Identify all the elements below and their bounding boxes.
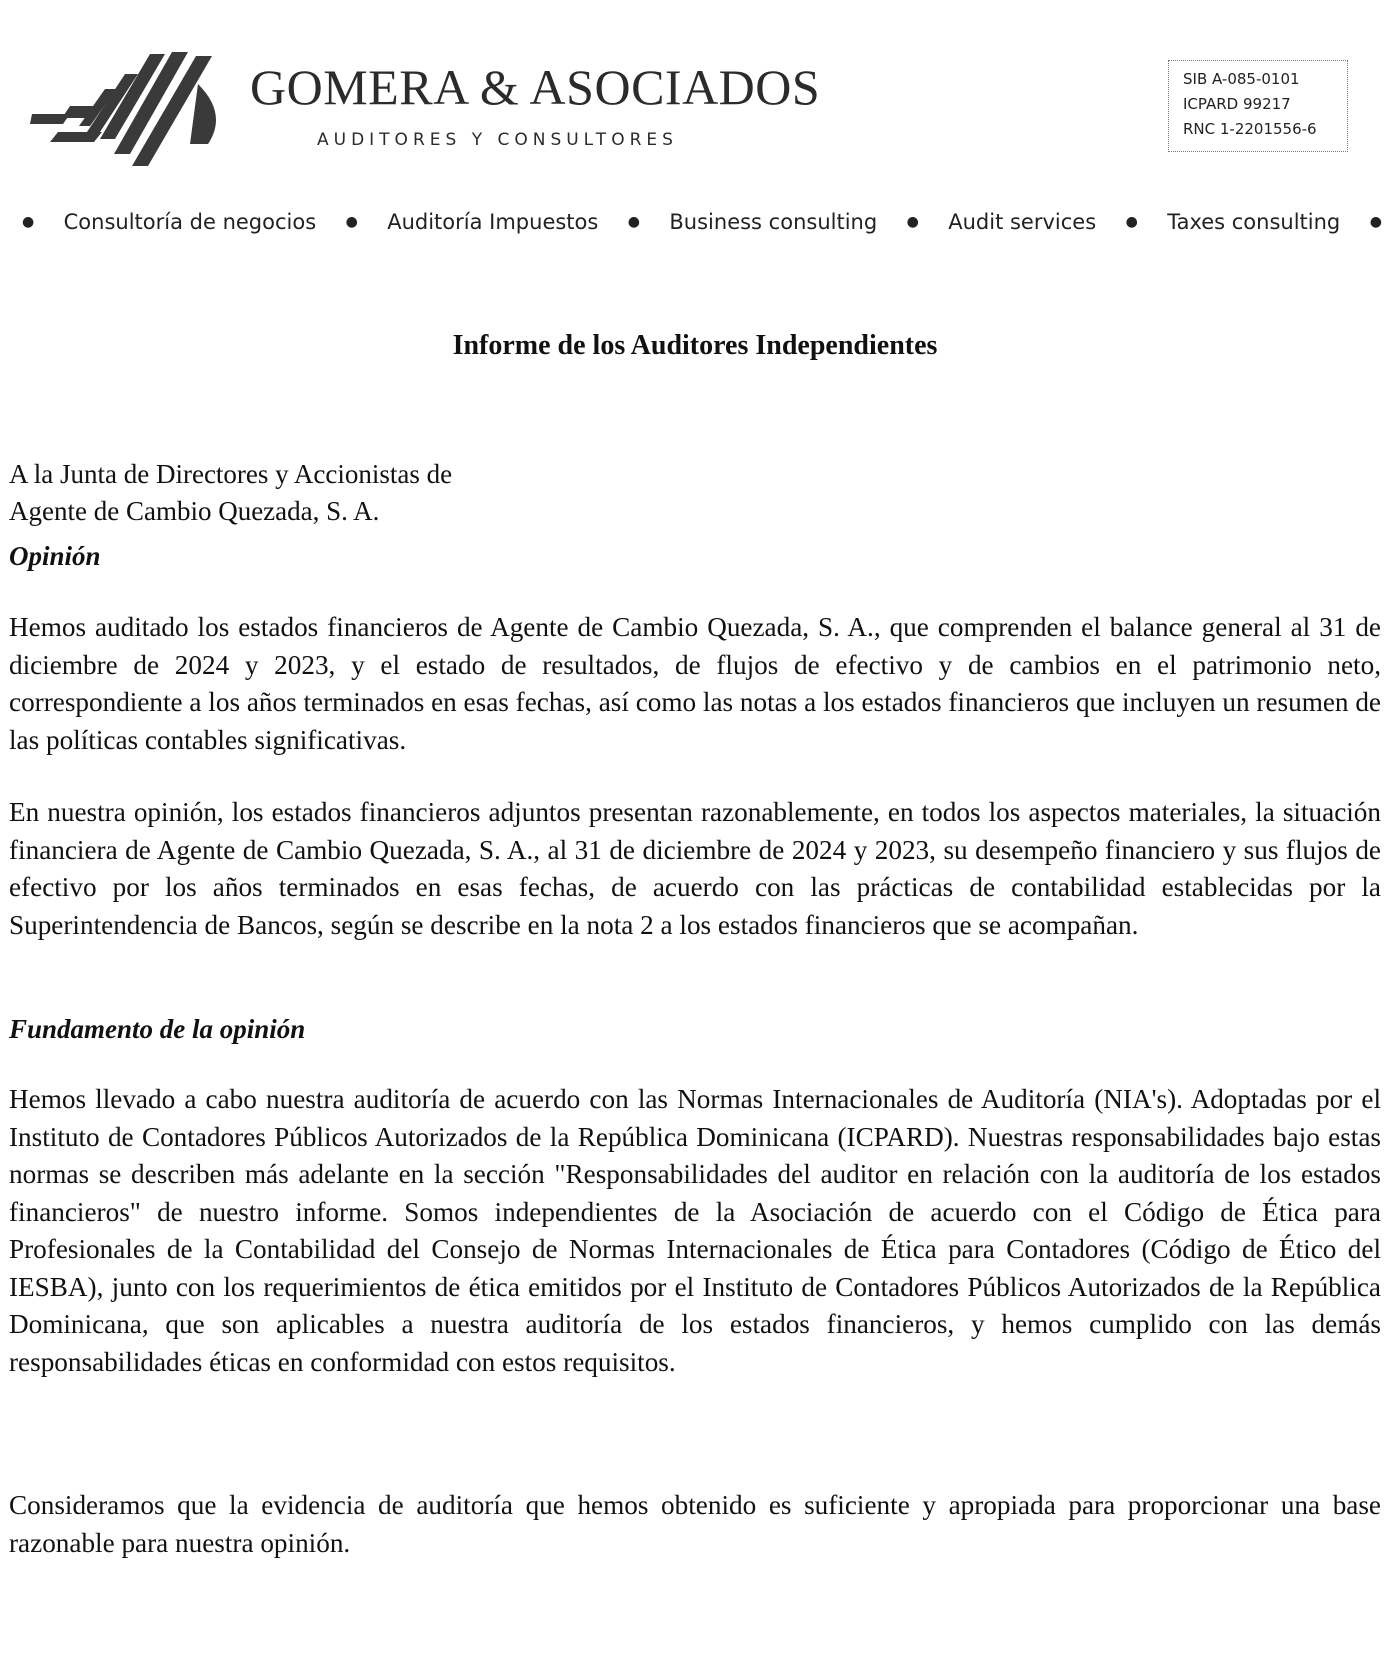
service-item: Business consulting <box>669 210 878 234</box>
bullet-icon: ● <box>1125 214 1138 230</box>
logo-arc <box>190 84 216 144</box>
basis-paragraph-1: Hemos llevado a cabo nuestra auditoría de acuerdo con las Normas Internacionales de Auditoría (NIA's). Adoptadas por el Instituto de Contadores Públicos Autorizados de la República Dominicana (ICPARD). Nuestras responsabilidades bajo estas normas se describen más adelante en la sección "Responsabilidades del auditor en relación con la auditoría de los estados financieros" de nuestro informe. Somos independientes de la Asociación de acuerdo con el Código de Ética para Profesionales de la Contabilidad del Consejo de Normas Internacionales de Ética para Contadores (Código de Ético del IESBA), junto con los requerimientos de ética emitidos por el Instituto de Contadores Públicos Autorizados de la República Dominicana, que son aplicables a nuestra auditoría de los estados financieros, y hemos cumplido con las demás responsabilidades éticas en conformidad con estos requisitos. <box>9 1084 1381 1377</box>
bullet-icon: ● <box>1369 214 1382 230</box>
addressee-line: Agente de Cambio Quezada, S. A. <box>9 496 380 526</box>
services-bar <box>22 210 1382 234</box>
bullet-icon: ● <box>22 214 35 230</box>
bullet-icon: ● <box>345 214 358 230</box>
basis-heading: Fundamento de la opinión <box>9 1014 306 1044</box>
opinion-paragraph-2: En nuestra opinión, los estados financieros adjuntos presentan razonablemente, en todos los aspectos materiales, la situación financiera de Agente de Cambio Quezada, S. A., al 31 de diciembre de 2024 y 2023, su desempeño financiero y sus flujos de efectivo por los años terminados en esas fechas, de acuerdo con las prácticas de contabilidad establecidas por la Superintendencia de Bancos, según se describe en la nota 2 a los estados financieros que se acompañan. <box>9 797 1381 940</box>
logo-stripe <box>30 114 70 124</box>
letterhead <box>0 0 1390 190</box>
logo-stripe <box>50 132 102 142</box>
report-title: Informe de los Auditores Independientes <box>452 330 938 361</box>
service-item: Taxes consulting <box>1167 210 1341 234</box>
bullet-icon: ● <box>627 214 640 230</box>
bullet-icon: ● <box>906 214 919 230</box>
registration-rnc: RNC 1-2201556-6 <box>1183 120 1317 138</box>
registration-sib: SIB A-085-0101 <box>1183 70 1300 88</box>
firm-subtitle: AUDITORES Y CONSULTORES <box>317 130 678 150</box>
addressee <box>9 456 452 530</box>
firm-name: GOMERA & ASOCIADOS <box>250 59 821 115</box>
firm-logo-icon <box>30 44 230 174</box>
addressee-line: A la Junta de Directores y Accionistas de <box>9 459 453 489</box>
service-item: Auditoría Impuestos <box>387 210 599 234</box>
registration-icpard: ICPARD 99217 <box>1183 95 1291 113</box>
registration-box <box>1168 60 1348 152</box>
basis-paragraph-2: Consideramos que la evidencia de auditoría que hemos obtenido es suficiente y apropiada para proporcionar una base razonable para nuestra opinión. <box>9 1490 1381 1558</box>
opinion-heading: Opinión <box>9 541 101 571</box>
service-item: Consultoría de negocios <box>63 210 317 234</box>
service-item: Audit services <box>948 210 1097 234</box>
opinion-paragraph-1: Hemos auditado los estados financieros de Agente de Cambio Quezada, S. A., que comprenden el balance general al 31 de diciembre de 2024 y 2023, y el estado de resultados, de flujos de efectivo y de cambios en el patrimonio neto, correspondiente a los años terminados en esas fechas, así como las notas a los estados financieros que incluyen un resumen de las políticas contables significativas. <box>9 612 1381 755</box>
